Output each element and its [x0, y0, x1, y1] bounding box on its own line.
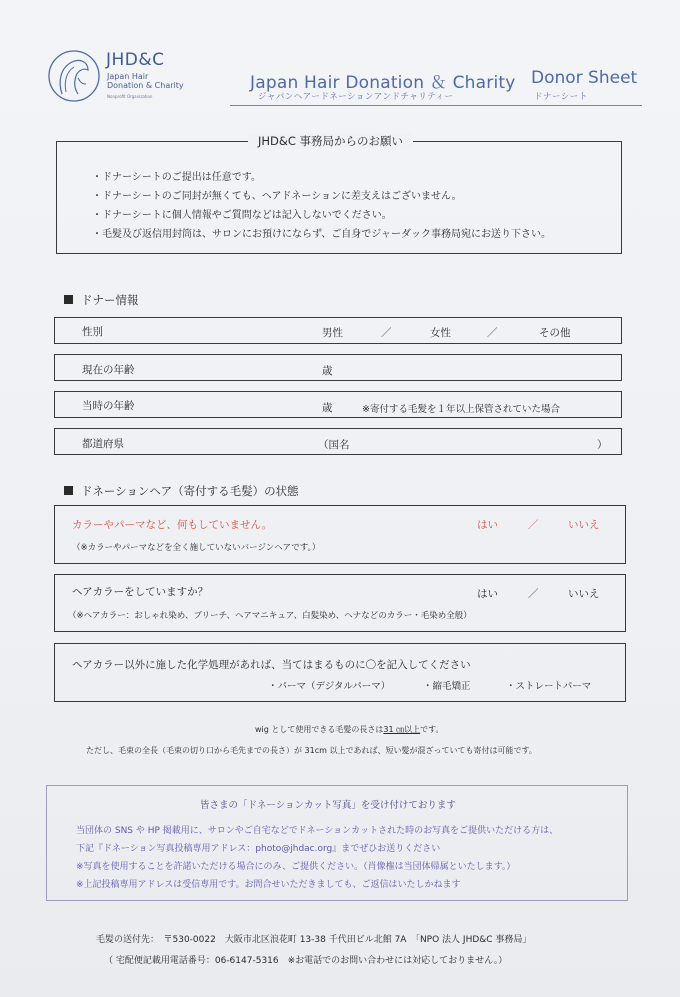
gender-label: 性別 — [82, 326, 103, 338]
age-then-note: ※寄付する毛髪を１年以上保管されていた場合 — [362, 404, 560, 415]
photo-request-line: 当団体の SNS や HP 掲載用に、サロンやご自宅などでドネーションカットされた時のお写真をご提供いただける方は、 — [76, 826, 559, 836]
logo-org-type: Nonprofit Organization — [107, 94, 153, 99]
shipping-phone: （ 宅配便記載用電話番号：06-6147-5316 ※お電話でのお問い合わせには対応しておりません。） — [104, 956, 508, 966]
treatment-option-straightening[interactable]: ・縮毛矯正 — [423, 681, 471, 692]
notice-item: ・ドナーシートのご提出は任意です。 — [92, 172, 261, 183]
virgin-hair-yes[interactable]: はい — [477, 519, 498, 531]
hair-section-heading — [64, 483, 299, 499]
virgin-hair-question: カラーやパーマなど、何もしていません。 — [72, 519, 273, 531]
age-then-label: 当時の年齢 — [82, 400, 135, 412]
square-bullet-icon — [64, 486, 73, 495]
virgin-hair-no[interactable]: いいえ — [568, 519, 600, 531]
country-open: （国名 — [318, 439, 350, 451]
logo-title: JHD&C — [106, 50, 165, 70]
gender-option-male[interactable]: 男性 — [322, 327, 343, 339]
donor-section-heading — [64, 292, 139, 308]
photo-request-title: 皆さまの「ドネーションカット写真」を受け付けております — [200, 800, 456, 811]
gender-separator: ／ — [381, 327, 392, 339]
gender-separator: ／ — [487, 327, 498, 339]
photo-request-line: ※上記投稿専用アドレスは受信専用です。お問合せいただきましても、ご返信はいたしかねます — [76, 880, 461, 890]
hair-color-no[interactable]: いいえ — [568, 588, 600, 600]
length-text-c: です。 — [420, 725, 444, 734]
virgin-hair-box — [54, 505, 626, 564]
length-requirement — [255, 724, 444, 735]
notice-item: ・毛髪及び返信用封筒は、サロンにお預けにならず、ご自身でジャーダック事務局宛にお送り下さい。 — [92, 229, 551, 240]
prefecture-label: 都道府県 — [82, 438, 124, 450]
hair-color-question: ヘアカラーをしていますか？ — [72, 586, 209, 598]
current-age-row[interactable] — [54, 354, 622, 381]
logo-subtitle-line1: Japan Hair — [107, 72, 149, 81]
notice-title: JHD&C 事務局からのお願い — [248, 133, 413, 149]
header-sheet-kana: ドナーシート — [534, 92, 588, 102]
current-age-unit: 歳 — [322, 365, 333, 377]
photo-request-line: ※写真を使用することを許諾いただける場合にのみ、ご提供ください。（肖像権は当団体帰属といたします。） — [76, 862, 516, 872]
country-close: ） — [597, 439, 608, 451]
header-title: Japan Hair Donation ＆ Charity — [250, 73, 516, 93]
current-age-label: 現在の年齢 — [82, 364, 135, 376]
age-then-unit: 歳 — [322, 402, 333, 414]
length-exception: ただし、毛束の全長（毛束の切り口から毛先までの長さ）が 31cm 以上であれば、短い髪が混ざっていても寄付は可能です。 — [86, 746, 537, 755]
logo-subtitle-line2: Donation & Charity — [107, 81, 184, 90]
hair-color-separator: ／ — [528, 588, 539, 600]
gender-option-other[interactable]: その他 — [539, 327, 571, 339]
hair-color-yes[interactable]: はい — [477, 588, 498, 600]
notice-item: ・ドナーシートのご同封が無くても、ヘアドネーションに差支えはございません。 — [92, 191, 462, 202]
notice-item: ・ドナーシートに個人情報やご質問などは記入しないでください。 — [92, 210, 392, 221]
virgin-hair-separator: ／ — [528, 519, 539, 531]
shipping-address: 毛髪の送付先： 〒530-0022 大阪市北区浪花町 13-38 千代田ビル北館 7A 「NPO 法人 JHD&C 事務局」 — [96, 935, 532, 945]
header-divider — [230, 105, 642, 106]
square-bullet-icon — [64, 295, 73, 304]
donor-heading-text: ドナー情報 — [81, 293, 139, 307]
logo-subtitle — [107, 72, 184, 90]
header-title-kana: ジャパンヘアードネーションアンドチャリティー — [258, 92, 454, 102]
gender-option-female[interactable]: 女性 — [430, 327, 451, 339]
treatment-option-perm[interactable]: ・パーマ（デジタルパーマ） — [268, 681, 391, 692]
hair-heading-text: ドネーションヘア（寄付する毛髪）の状態 — [81, 484, 299, 498]
photo-request-line: 下記『ドネーション写真投稿専用アドレス：photo@jhdac.org』までぜひお送りください — [76, 844, 441, 854]
treatment-option-straight-perm[interactable]: ・ストレートパーマ — [506, 681, 592, 692]
jhdc-logo-icon — [44, 48, 104, 104]
hair-color-note: （※ヘアカラー：おしゃれ染め、ブリーチ、ヘアマニキュア、白髪染め、ヘナなどのカラー・毛染め全般） — [68, 611, 472, 621]
chemical-treatment-box — [54, 643, 626, 702]
header-sheet-title: Donor Sheet — [531, 68, 638, 88]
chemical-treatment-question: ヘアカラー以外に施した化学処理があれば、当てはまるものに〇を記入してください — [72, 659, 471, 671]
length-text-a: wig として使用できる毛髪の長さは — [255, 725, 384, 734]
hair-color-box — [54, 574, 626, 632]
length-value: 31 ㎝以上 — [383, 725, 421, 734]
virgin-hair-note: （※カラーやパーマなどを全く施していないバージンヘアです。） — [72, 543, 321, 553]
